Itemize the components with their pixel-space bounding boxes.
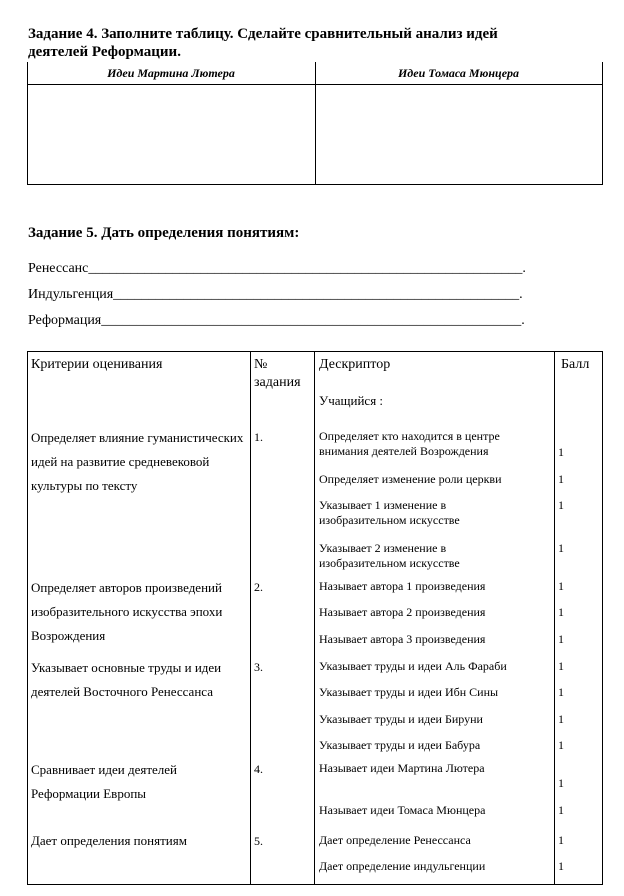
term-indulgence[interactable]: Индульгенция__________________________________________________________. bbox=[28, 287, 523, 302]
descriptor-5: Называет автора 1 произведения bbox=[319, 579, 486, 593]
descriptor-9: Указывает труды и идеи Ибн Сины bbox=[319, 685, 499, 699]
score-5: 1 bbox=[558, 579, 564, 593]
score-2: 1 bbox=[558, 472, 564, 486]
task-num-5: 5. bbox=[254, 834, 263, 848]
score-8: 1 bbox=[558, 659, 564, 673]
term-renaissance[interactable]: Ренессанс______________________________________________________________. bbox=[28, 261, 526, 276]
col-luther-header: Идеи Мартина Лютера bbox=[107, 66, 235, 80]
term-reformation[interactable]: Реформация____________________________________________________________. bbox=[28, 313, 525, 328]
score-11: 1 bbox=[558, 738, 564, 752]
score-14: 1 bbox=[558, 833, 564, 847]
task4-title-line1: Задание 4. Заполните таблицу. Сделайте сравнительный анализ идей bbox=[28, 26, 498, 42]
descriptor-15: Дает определение индульгенции bbox=[319, 859, 486, 873]
task-num-2: 2. bbox=[254, 580, 263, 594]
score-13: 1 bbox=[558, 803, 564, 817]
descriptor-14: Дает определение Ренессанса bbox=[319, 833, 471, 847]
task5-title: Задание 5. Дать определения понятиям: bbox=[28, 225, 300, 241]
descriptor-8: Указывает труды и идеи Аль Фараби bbox=[319, 659, 507, 673]
score-7: 1 bbox=[558, 632, 564, 646]
header-num: № bbox=[254, 357, 268, 372]
descriptor-7: Называет автора 3 произведения bbox=[319, 632, 486, 646]
header-num-task: задания bbox=[254, 375, 301, 390]
header-criteria: Критерии оценивания bbox=[31, 357, 163, 372]
descriptor-3: Указывает 1 изменение в изобразительном искусстве bbox=[319, 498, 460, 527]
score-12: 1 bbox=[558, 776, 564, 790]
score-3: 1 bbox=[558, 498, 564, 512]
criterion-2: Определяет авторов произведений изобразительного искусства эпохи Возрождения bbox=[31, 580, 223, 643]
score-10: 1 bbox=[558, 712, 564, 726]
header-descriptor: Дескриптор bbox=[319, 357, 391, 372]
task-num-4: 4. bbox=[254, 762, 263, 776]
criterion-3: Указывает основные труды и идеи деятелей Восточного Ренессанса bbox=[31, 660, 222, 699]
header-score: Балл bbox=[561, 357, 590, 372]
muntzer-ideas-cell[interactable] bbox=[316, 85, 601, 183]
col-muntzer-header: Идеи Томаса Мюнцера bbox=[397, 66, 520, 80]
descriptor-11: Указывает труды и идеи Бабура bbox=[319, 738, 481, 752]
task-num-3: 3. bbox=[254, 660, 263, 674]
luther-ideas-cell[interactable] bbox=[28, 85, 314, 183]
task4-title-line2: деятелей Реформации. bbox=[28, 44, 181, 60]
score-15: 1 bbox=[558, 859, 564, 873]
task-num-1: 1. bbox=[254, 430, 263, 444]
student-label: Учащийся : bbox=[319, 393, 384, 408]
criterion-5: Дает определения понятиям bbox=[31, 833, 187, 848]
score-1: 1 bbox=[558, 445, 564, 459]
descriptor-12: Называет идеи Мартина Лютера bbox=[319, 761, 485, 775]
criterion-4: Сравнивает идеи деятелей Реформации Европы bbox=[31, 762, 178, 801]
criterion-1: Определяет влияние гуманистических идей на развитие средневековой культуры по тексту bbox=[31, 430, 244, 493]
score-4: 1 bbox=[558, 541, 564, 555]
score-9: 1 bbox=[558, 685, 564, 699]
descriptor-2: Определяет изменение роли церкви bbox=[319, 472, 502, 486]
descriptor-10: Указывает труды и идеи Бируни bbox=[319, 712, 483, 726]
descriptor-13: Называет идеи Томаса Мюнцера bbox=[319, 803, 486, 817]
descriptor-6: Называет автора 2 произведения bbox=[319, 605, 486, 619]
descriptor-4: Указывает 2 изменение в изобразительном искусстве bbox=[319, 541, 460, 570]
descriptor-1: Определяет кто находится в центре внимания деятелей Возрождения bbox=[319, 429, 500, 458]
score-6: 1 bbox=[558, 605, 564, 619]
